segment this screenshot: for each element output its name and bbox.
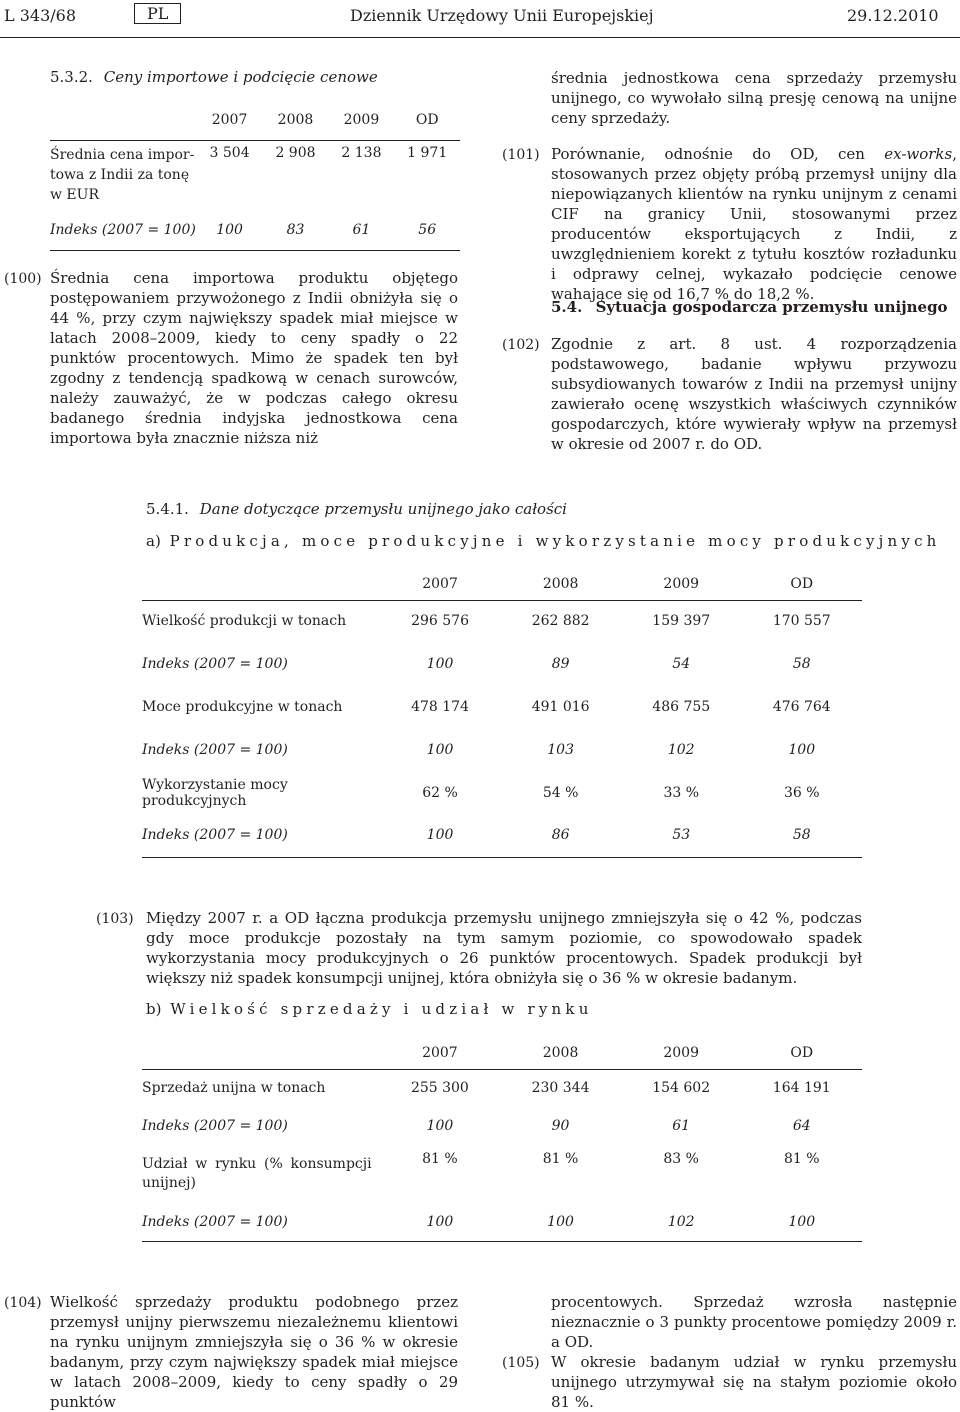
table-cell: 296 576	[411, 613, 469, 630]
journal-title: Dziennik Urzędowy Unii Europejskiej	[350, 6, 654, 25]
paragraph-number: (102)	[502, 337, 540, 353]
paragraph-text: Wielkość sprzedaży produktu podobnego przez przemysł unijny pierwszemu niezależnemu klientowi na rynku unijnym zmniejszyła się o 36 % w okresie badanym, przy czym największy spadek miał miejsce w latach 2008–2009, kiedy to ceny spadły o 29 punktów	[50, 1293, 458, 1411]
col-header: 2008	[277, 111, 314, 128]
paragraph-number: (103)	[96, 911, 134, 927]
paragraph-102	[551, 334, 957, 454]
table-cell: 102	[667, 741, 695, 758]
table-cell: 58	[792, 827, 811, 844]
col-header: 2007	[211, 111, 248, 128]
table-row	[142, 1107, 862, 1145]
paragraph-105	[551, 1352, 957, 1412]
import-price-table	[50, 100, 460, 252]
paragraph-text: Zgodnie z art. 8 ust. 4 rozporządzenia podstawowego, badanie wpływu przywozu subsydiowanych towarów z Indii na przemysł unijny zawierało ocenę wszystkich właściwych czynników gospodarczych, które wywierały wpływ na przemysł w okresie od 2007 r. do OD.	[551, 335, 957, 453]
paragraph-number: (105)	[502, 1355, 540, 1371]
table-cell: 62 %	[422, 784, 458, 801]
table-row	[142, 642, 862, 685]
row-label: Wielkość produkcji w tonach	[142, 613, 347, 630]
col-header: OD	[415, 111, 439, 128]
paragraph-104-continuation	[551, 1292, 957, 1352]
table-cell: 83	[286, 221, 305, 238]
paragraph-number: (100)	[4, 271, 42, 287]
subsection-title-text: Wielkość sprzedaży i udział w rynku	[170, 1000, 593, 1018]
table-cell: 476 764	[772, 698, 831, 715]
table-row	[142, 728, 862, 771]
col-header: 2007	[422, 1044, 458, 1061]
paragraph-103	[146, 908, 862, 988]
table-cell: 102	[667, 1213, 695, 1230]
table-cell: 36 %	[783, 784, 820, 801]
table-cell: 100	[216, 221, 243, 238]
row-label: Wykorzystanie mocy produkcyjnych	[142, 776, 288, 809]
table-cell: 53	[672, 827, 691, 844]
sales-table	[142, 1037, 862, 1243]
table-cell: 58	[792, 655, 811, 672]
table-cell: 100	[426, 827, 454, 844]
header-divider	[0, 37, 960, 38]
subsection-prefix: a)	[146, 532, 161, 550]
row-label: Indeks (2007 = 100)	[142, 741, 288, 758]
paragraph-text: Średnia cena importowa produktu objętego postępowaniem przywożonego z Indii obniżyła się o 44 %, przy czym największy spadek miał miejsce w latach 2008–2009, kiedy to ceny spadły o 22 punktów procentowych. Mimo że spadek ten był zgodny z tendencją spadkową w cenach surowców, należy zauważyć, że w podczas całego okresu badanego średnia indyjska jednostkowa cena importowa była znacznie niższa niż	[50, 269, 458, 447]
table-row	[142, 771, 862, 814]
table-row	[142, 685, 862, 728]
italic-term: ex-works	[884, 145, 953, 163]
row-label: Indeks (2007 = 100)	[142, 827, 288, 844]
table-cell: 2 908	[275, 144, 316, 161]
table-row	[50, 140, 460, 210]
table-cell: 2 138	[341, 144, 382, 161]
paragraph-text: średnia jednostkowa cena sprzedaży przemysłu unijnego, co wywołało silną presję cenową na unijne ceny sprzedaży.	[551, 69, 957, 127]
row-label: Sprzedaż unijna w tonach	[142, 1080, 326, 1097]
table-cell: 230 344	[531, 1080, 590, 1097]
col-header: 2008	[542, 575, 579, 592]
table-cell: 54 %	[542, 784, 579, 801]
section-number: 5.4.	[551, 298, 583, 316]
paragraph-text: Porównanie, odnośnie do OD, cen ex-works, stosowanych przez objęty próbą przemysł unijny dla niepowiązanych klientów na rynku unijnym z cenami CIF na granicy Unii, stosowanymi przez producentów eksportujących z Indii, z uwzględnieniem korekt z tytułu kosztów rozładunku i odprawy celnej, wykazało podcięcie cenowe wahające się od 16,7 % do 18,2 %.	[551, 145, 957, 303]
paragraph-text: procentowych. Sprzedaż wzrosła następnie nieznacznie o 3 punkty procentowe pomiędzy 2009 r. a OD.	[551, 1293, 957, 1351]
row-label: Indeks (2007 = 100)	[142, 1118, 288, 1134]
section-title-text: Sytuacja gospodarcza przemysłu unijnego	[595, 298, 948, 316]
publication-date: 29.12.2010	[847, 6, 939, 25]
section-number: 5.3.2.	[50, 68, 93, 86]
table-cell: 486 755	[652, 698, 711, 715]
row-label: Indeks (2007 = 100)	[50, 221, 196, 238]
col-header: 2009	[663, 1044, 699, 1061]
table-cell: 170 557	[772, 613, 831, 630]
table-row	[142, 1203, 862, 1241]
table-cell: 100	[426, 1118, 454, 1134]
paragraph-number: (101)	[502, 147, 540, 163]
table-row	[142, 1145, 862, 1203]
table-cell: 100	[547, 1213, 574, 1230]
table-row	[142, 600, 862, 642]
table-cell: 255 300	[410, 1080, 469, 1097]
table-cell: 56	[418, 221, 437, 238]
table-cell: 262 882	[531, 613, 590, 630]
subsection-prefix: b)	[146, 1000, 162, 1018]
section-title-text: Dane dotyczące przemysłu unijnego jako całości	[199, 500, 567, 518]
language-badge: PL	[134, 3, 181, 24]
table-cell: 86	[551, 827, 570, 844]
col-header: 2007	[422, 575, 458, 592]
table-cell: 164 191	[772, 1080, 831, 1097]
section-5-4-1-title	[146, 500, 567, 518]
col-header: 2009	[663, 575, 700, 592]
row-label: Indeks (2007 = 100)	[142, 655, 288, 672]
paragraph-text: W okresie badanym udział w rynku przemysłu unijnego utrzymywał się na stałym poziomie około 81 %.	[551, 1353, 957, 1411]
col-header: OD	[790, 575, 814, 592]
paragraph-104	[50, 1292, 458, 1412]
paragraph-number: (104)	[4, 1295, 42, 1311]
col-header: 2009	[343, 111, 380, 128]
col-header: OD	[790, 1044, 814, 1061]
subsection-title-text: Produkcja, moce produkcyjne i wykorzystanie mocy produkcyjnych	[169, 532, 941, 550]
table-cell: 100	[788, 741, 816, 758]
table-cell: 81 %	[422, 1151, 458, 1167]
page-reference: L 343/68	[4, 6, 76, 25]
table-cell: 81 %	[542, 1151, 579, 1167]
table-cell: 478 174	[411, 698, 469, 715]
section-title-text: Ceny importowe i podcięcie cenowe	[103, 68, 378, 86]
row-label: Moce produkcyjne w tonach	[142, 698, 343, 715]
paragraph-text: Między 2007 r. a OD łączna produkcja przemysłu unijnego zmniejszyła się o 42 %, podczas gdy moce produkcje pozostały na tym samym poziomie, co spowodowało spadek wykorzystania mocy produkcyjnych o 26 punktów procentowych. Spadek produkcji był większy niż spadek konsumpcji unijnej, która obniżyła się o 36 % w okresie badanym.	[146, 909, 862, 987]
row-label: Indeks (2007 = 100)	[142, 1213, 288, 1230]
col-header: 2008	[542, 1044, 579, 1061]
table-row	[142, 814, 862, 857]
table-cell: 33 %	[663, 784, 700, 801]
table-row	[50, 210, 460, 250]
table-cell: 100	[426, 741, 454, 758]
section-5-4-title	[551, 298, 948, 316]
right-column-continuation	[551, 68, 957, 128]
paragraph-101	[551, 144, 957, 304]
table-cell: 100	[426, 1213, 454, 1230]
table-cell: 154 602	[652, 1080, 711, 1097]
table-cell: 100	[426, 655, 454, 672]
table-cell: 90	[551, 1118, 570, 1134]
subsection-a-title	[146, 532, 941, 550]
row-label: Udział w rynku (% konsumpcji unijnej)	[142, 1156, 372, 1191]
table-cell: 100	[788, 1213, 816, 1230]
table-cell: 103	[547, 741, 574, 758]
section-number: 5.4.1.	[146, 500, 189, 518]
subsection-b-title	[146, 1000, 593, 1018]
section-5-3-2-title	[50, 68, 378, 86]
production-table	[142, 568, 862, 859]
table-cell: 64	[792, 1118, 811, 1134]
table-cell: 1 971	[407, 144, 448, 161]
table-cell: 159 397	[652, 613, 711, 630]
table-cell: 83 %	[663, 1151, 699, 1167]
paragraph-100	[50, 268, 458, 448]
table-cell: 61	[672, 1118, 691, 1134]
table-cell: 61	[352, 221, 371, 238]
table-cell: 89	[551, 655, 570, 672]
table-row	[142, 1069, 862, 1107]
table-cell: 491 016	[531, 698, 590, 715]
table-cell: 3 504	[209, 144, 250, 161]
table-cell: 54	[672, 655, 691, 672]
table-cell: 81 %	[783, 1151, 820, 1167]
page-header	[0, 0, 960, 40]
row-label: Średnia cena impor- towa z Indii za tonę w EUR	[50, 146, 195, 203]
